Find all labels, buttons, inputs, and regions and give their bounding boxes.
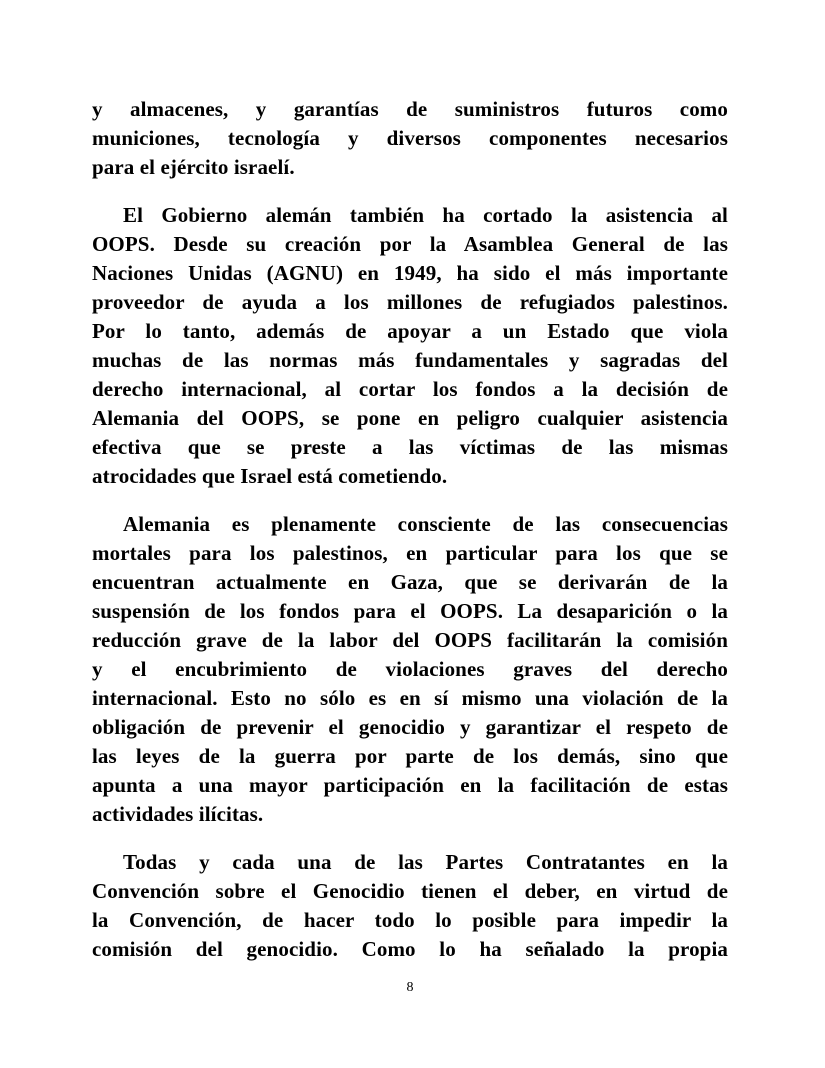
paragraph <box>92 201 728 491</box>
text-line: obligación de prevenir el genocidio y garantizar el respeto de <box>92 715 728 739</box>
text-line: muchas de las normas más fundamentales y sagradas del <box>92 348 728 372</box>
document-body <box>92 95 728 964</box>
text-line: proveedor de ayuda a los millones de refugiados palestinos. <box>92 290 728 314</box>
text-line: internacional. Esto no sólo es en sí mismo una violación de la <box>92 686 728 710</box>
text-line: encuentran actualmente en Gaza, que se derivarán de la <box>92 570 728 594</box>
paragraph <box>92 510 728 829</box>
text-line: para el ejército israelí. <box>92 155 295 179</box>
text-line: apunta a una mayor participación en la facilitación de estas <box>92 773 728 797</box>
text-line: OOPS. Desde su creación por la Asamblea General de las <box>92 232 728 256</box>
text-line: atrocidades que Israel está cometiendo. <box>92 464 448 488</box>
paragraph <box>92 95 728 182</box>
text-line: El Gobierno alemán también ha cortado la asistencia al <box>123 203 728 227</box>
page-number: 8 <box>406 980 414 995</box>
text-line: suspensión de los fondos para el OOPS. La desaparición o la <box>92 599 728 623</box>
text-line: Por lo tanto, además de apoyar a un Estado que viola <box>92 319 728 343</box>
text-line: y almacenes, y garantías de suministros futuros como <box>92 97 728 121</box>
text-line: Alemania es plenamente consciente de las consecuencias <box>123 512 728 536</box>
text-line: Convención sobre el Genocidio tienen el deber, en virtud de <box>92 879 728 903</box>
text-line: actividades ilícitas. <box>92 802 264 826</box>
text-line: las leyes de la guerra por parte de los demás, sino que <box>92 744 728 768</box>
text-line: municiones, tecnología y diversos componentes necesarios <box>92 126 728 150</box>
text-line: reducción grave de la labor del OOPS facilitarán la comisión <box>92 628 728 652</box>
text-line: efectiva que se preste a las víctimas de las mismas <box>92 435 728 459</box>
paragraph <box>92 848 728 964</box>
text-line: Naciones Unidas (AGNU) en 1949, ha sido el más importante <box>92 261 728 285</box>
text-line: Todas y cada una de las Partes Contratantes en la <box>123 850 728 874</box>
text-line: Alemania del OOPS, se pone en peligro cualquier asistencia <box>92 406 728 430</box>
text-line: mortales para los palestinos, en particular para los que se <box>92 541 728 565</box>
text-line: la Convención, de hacer todo lo posible para impedir la <box>92 908 728 932</box>
text-line: derecho internacional, al cortar los fondos a la decisión de <box>92 377 728 401</box>
text-line: comisión del genocidio. Como lo ha señalado la propia <box>92 937 728 961</box>
text-line: y el encubrimiento de violaciones graves del derecho <box>92 657 728 681</box>
